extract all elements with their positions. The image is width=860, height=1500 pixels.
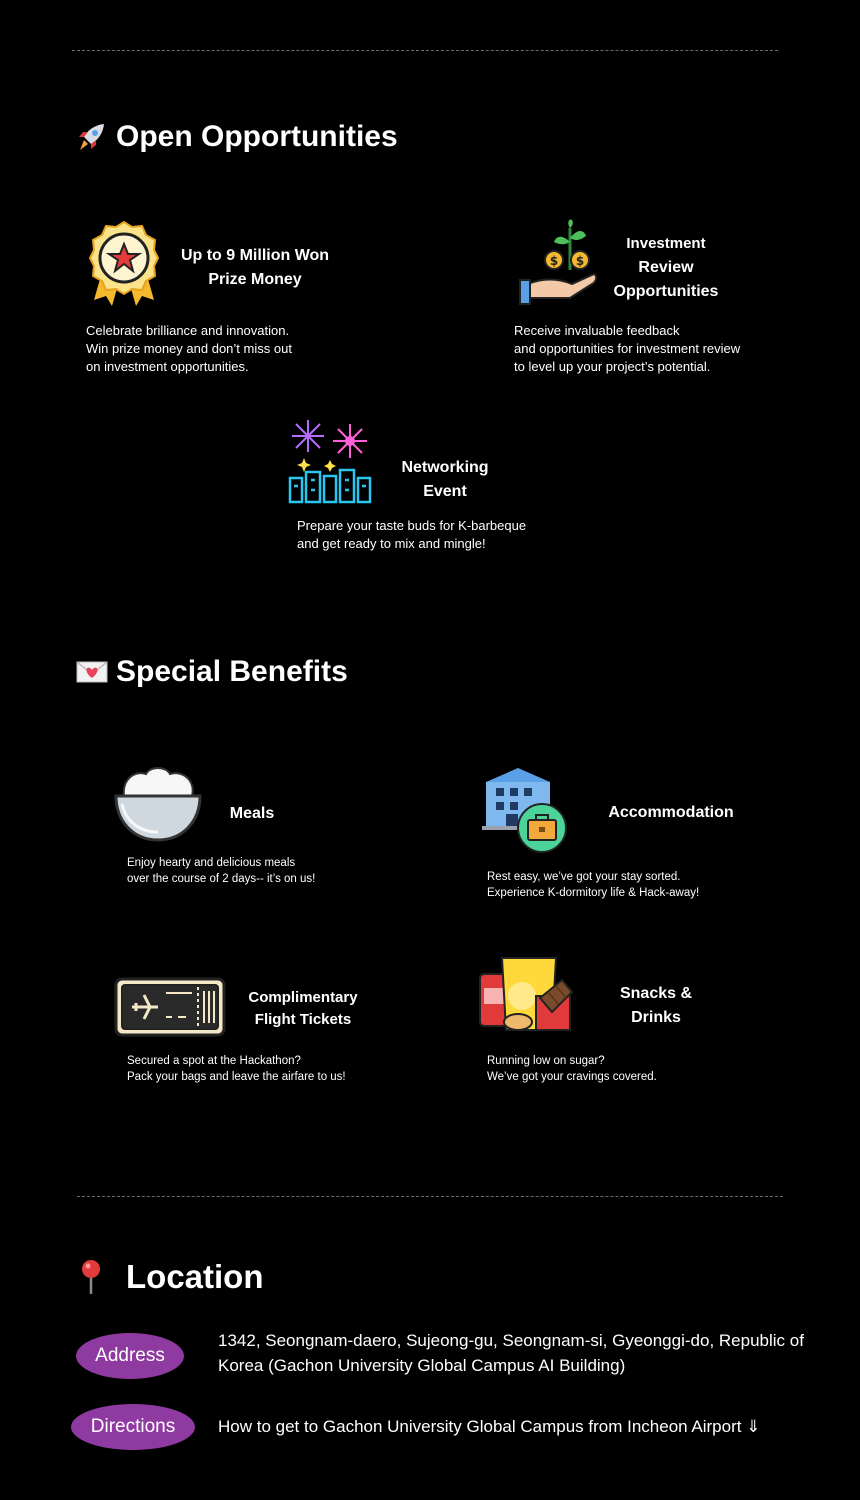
location-title: Location [126,1258,264,1295]
snacks-title-line1: Snacks & [619,985,693,1002]
meals-title: Meals [229,805,275,822]
meals-desc: Enjoy hearty and delicious meals over the course of 2 days-- it’s on us! [127,857,316,885]
snacks-drinks-icon [478,956,574,1037]
location-heading [78,1258,264,1296]
investment-desc: Receive invaluable feedback and opportunities for investment review to level up your project’s potential. [514,323,741,374]
opportunities-heading [76,120,398,154]
prize-title-line2: Prize Money [208,271,302,288]
investment-title-line3: Opportunities [613,283,719,300]
networking-title-line1: Networking [401,459,489,476]
networking-title-line2: Event [423,483,467,500]
svg-text:$: $ [549,254,559,268]
fireworks-city-icon [286,416,376,511]
svg-text:$: $ [575,254,585,268]
money-plant-hand-icon [518,218,598,313]
investment-title-line1: Investment [626,235,706,252]
love-letter-icon [76,657,106,687]
flight-title-line2: Flight Tickets [254,1011,352,1028]
address-pill[interactable] [76,1333,184,1379]
address-text: 1342, Seongnam-daero, Sujeong-gu, Seongnam-si, Gyeonggi-do, Republic of Korea (Gachon University Global Campus AI Building) [218,1331,804,1375]
snacks-drinks-title [606,982,706,1030]
investment-title [596,232,736,304]
rice-bowl-icon [112,764,204,849]
prize-money-title [165,244,345,292]
networking-title [385,456,505,504]
benefits-heading [76,655,348,689]
medal-star-icon [88,220,160,315]
building-briefcase-icon [482,766,572,859]
address-label: Address [95,1345,165,1366]
top-divider [72,50,778,51]
opportunities-title: Open Opportunities [116,120,398,153]
investment-title-line2: Review [638,259,694,276]
directions-label: Directions [90,1416,176,1437]
snacks-title-line2: Drinks [631,1009,681,1026]
prize-title-line1: Up to 9 Million Won [180,247,330,264]
round-pushpin-icon [78,1259,104,1295]
networking-desc: Prepare your taste buds for K-barbeque and get ready to mix and mingle! [297,518,527,551]
accommodation-desc: Rest easy, we’ve got your stay sorted. Experience K-dormitory life & Hack-away! [487,871,700,899]
snacks-drinks-desc: Running low on sugar? We’ve got your cravings covered. [487,1055,657,1083]
benefits-title: Special Benefits [116,655,348,688]
directions-link[interactable]: How to get to Gachon University Global Campus from Incheon Airport ⇓ [218,1417,761,1436]
prize-money-desc: Celebrate brilliance and innovation. Win prize money and don’t miss out on investment opportunities. [86,323,292,374]
accommodation-title: Accommodation [608,804,734,821]
flight-title-line1: Complimentary [248,989,358,1006]
flight-ticket-icon [114,977,226,1042]
location-divider [77,1196,783,1197]
directions-pill[interactable] [71,1404,195,1450]
rocket-icon [76,122,106,152]
flight-tickets-title [236,987,370,1031]
flight-tickets-desc: Secured a spot at the Hackathon? Pack your bags and leave the airfare to us! [127,1055,346,1083]
